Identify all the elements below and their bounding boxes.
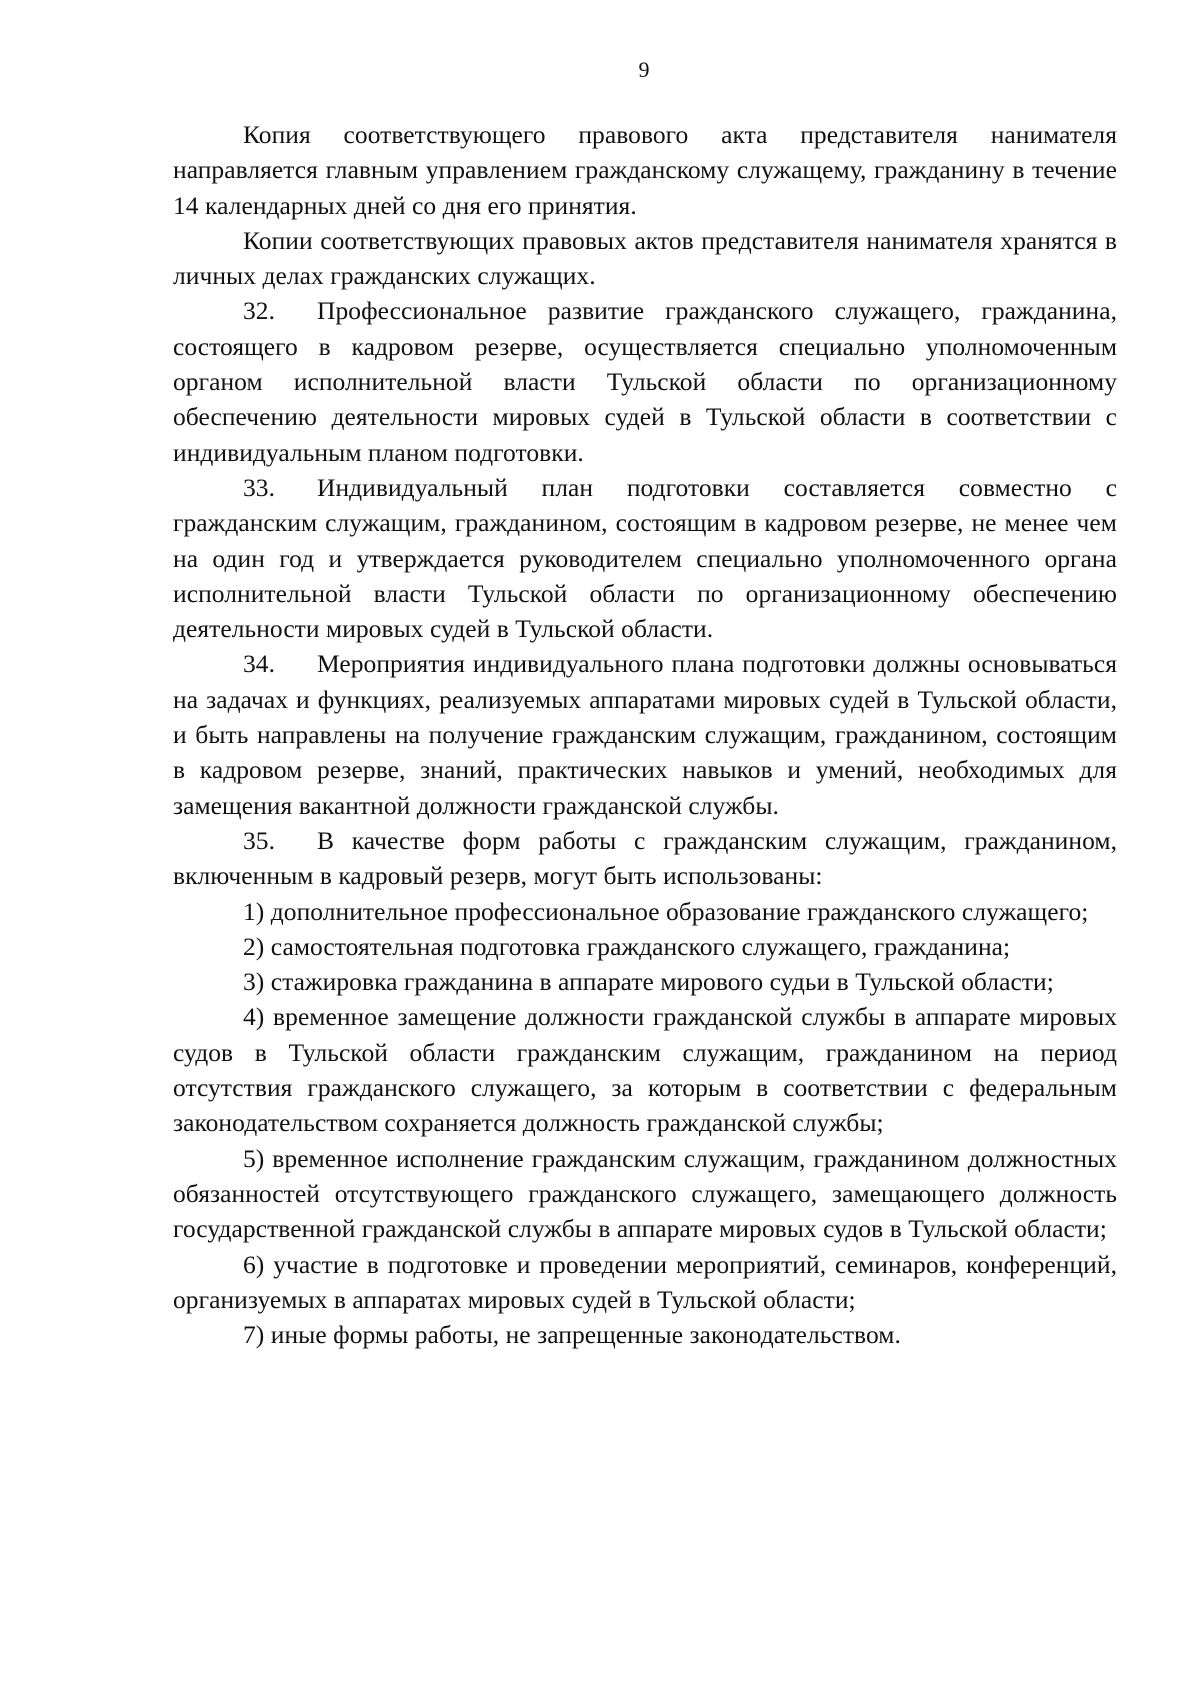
list-item: [173, 1247, 1117, 1318]
list-item-text: 4) временное замещение должности гражданской службы в аппарате мировых судов в Тульской области гражданским служащим, гражданином на период отсутствия гражданского служащего, за которым в соответствии с федеральным законодательством сохраняется должность гражданской службы;: [173, 1002, 1117, 1138]
paragraph-number: 35.: [243, 825, 276, 855]
paragraph-text: Копии соответствующих правовых актов представителя нанимателя хранятся в личных делах гражданских служащих.: [173, 225, 1117, 291]
paragraph-text: В качестве форм работы с гражданским служащим, гражданином, включенным в кадровый резерв, могут быть использованы:: [173, 825, 1117, 891]
paragraph-number: 34.: [243, 649, 276, 679]
list-item-text: 1) дополнительное профессиональное образование гражданского служащего;: [243, 896, 1089, 926]
list-item: [173, 1141, 1117, 1247]
paragraph-number: 32.: [243, 296, 276, 326]
paragraph-text: Индивидуальный план подготовки составляется совместно с гражданским служащим, гражданином, состоящим в кадровом резерве, не менее чем на один год и утверждается руководителем специально уполномоченного органа исполнительной власти Тульской области по организационному обеспечению деятельности мировых судей в Тульской области.: [173, 472, 1117, 644]
paragraph-text: Копия соответствующего правового акта представителя нанимателя направляется главным управлением гражданскому служащему, гражданину в течение 14 календарных дней со дня его принятия.: [173, 120, 1117, 220]
list-item-text: 6) участие в подготовке и проведении мероприятий, семинаров, конференций, организуемых в аппаратах мировых судей в Тульской области;: [173, 1249, 1117, 1314]
paragraph-number: 33.: [243, 472, 276, 502]
paragraph: [173, 223, 1117, 294]
document-body: [173, 117, 1117, 1352]
list-item: [173, 964, 1117, 999]
list-item: [173, 894, 1117, 929]
list-item-text: 5) временное исполнение гражданским служащим, гражданином должностных обязанностей отсутствующего гражданского служащего, замещающего должность государственной гражданской службы в аппарате мировых судов в Тульской области;: [173, 1143, 1117, 1244]
list-item: [173, 929, 1117, 964]
numbered-paragraph: [173, 470, 1117, 646]
list-item-text: 7) иные формы работы, не запрещенные законодательством.: [243, 1320, 901, 1350]
paragraph: [173, 117, 1117, 223]
list-item-text: 3) стажировка гражданина в аппарате мирового судьи в Тульской области;: [243, 967, 1054, 997]
page-number: 9: [638, 57, 650, 82]
list-item-text: 2) самостоятельная подготовка гражданского служащего, гражданина;: [243, 931, 1011, 961]
paragraph-text: Мероприятия индивидуального плана подготовки должны основываться на задачах и функциях, реализуемых аппаратами мировых судей в Тульской области, и быть направлены на получение гражданским служащим, гражданином, состоящим в кадровом резерве, знаний, практических навыков и умений, необходимых для замещения вакантной должности гражданской службы.: [173, 649, 1117, 820]
paragraph-text: Профессиональное развитие гражданского служащего, гражданина, состоящего в кадровом резерве, осуществляется специально уполномоченным органом исполнительной власти Тульской области по организационному обеспечению деятельности мировых судей в Тульской области в соответствии с индивидуальным планом подготовки.: [173, 296, 1117, 467]
numbered-paragraph: [173, 823, 1117, 894]
numbered-paragraph: [173, 646, 1117, 822]
list-item: [173, 1317, 1117, 1352]
list-item: [173, 999, 1117, 1140]
numbered-paragraph: [173, 293, 1117, 469]
